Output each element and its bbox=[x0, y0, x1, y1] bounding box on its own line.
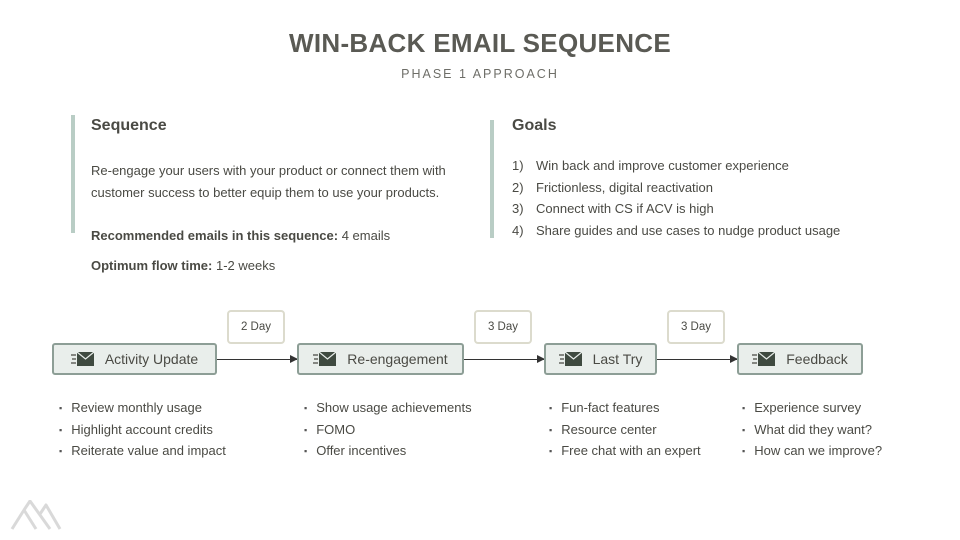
envelope-icon bbox=[313, 351, 337, 367]
goal-text: Share guides and use cases to nudge product usage bbox=[536, 222, 841, 238]
envelope-icon bbox=[71, 351, 95, 367]
step-bullets-re-engagement bbox=[304, 397, 472, 462]
step-label: Feedback bbox=[786, 351, 848, 367]
recommended-emails-value: 4 emails bbox=[341, 228, 391, 243]
step-label: Activity Update bbox=[104, 351, 199, 367]
recommended-emails-line bbox=[91, 228, 390, 243]
goal-number: 4) bbox=[512, 222, 524, 238]
list-item: ▪ Review monthly usage bbox=[59, 397, 226, 419]
goal-item bbox=[512, 155, 840, 177]
page-title: WIN-BACK EMAIL SEQUENCE bbox=[289, 28, 671, 58]
envelope-icon bbox=[559, 351, 583, 367]
page-subtitle: PHASE 1 APPROACH bbox=[401, 67, 559, 81]
step-last-try[interactable] bbox=[544, 343, 657, 375]
delay-badge: 3 Day bbox=[474, 310, 532, 344]
goal-number: 1) bbox=[512, 158, 524, 173]
step-label: Last Try bbox=[592, 351, 643, 367]
list-item: ▪ FOMO bbox=[304, 419, 472, 441]
list-item: ▪ What did they want? bbox=[742, 419, 882, 441]
step-bullets-last-try bbox=[549, 397, 701, 462]
delay-badge: 3 Day bbox=[667, 310, 725, 344]
goals-accent-bar bbox=[490, 120, 494, 238]
step-bullets-feedback bbox=[742, 397, 882, 462]
step-feedback[interactable] bbox=[737, 343, 863, 375]
list-item: ▪ Offer incentives bbox=[304, 440, 472, 462]
list-item: ▪ Highlight account credits bbox=[59, 419, 226, 441]
envelope-icon bbox=[752, 351, 776, 367]
goal-text: Win back and improve customer experience bbox=[536, 158, 789, 173]
goal-number: 3) bbox=[512, 201, 524, 216]
step-bullets-activity-update bbox=[59, 397, 226, 462]
goal-item bbox=[512, 198, 840, 220]
goal-item bbox=[512, 220, 840, 242]
list-item: ▪ Fun-fact features bbox=[549, 397, 701, 419]
flow-time-label: Optimum flow time: bbox=[91, 258, 213, 273]
list-item: ▪ Reiterate value and impact bbox=[59, 440, 226, 462]
list-item: ▪ Resource center bbox=[549, 419, 701, 441]
flow-time-value: 1-2 weeks bbox=[215, 258, 276, 273]
goal-text: Connect with CS if ACV is high bbox=[536, 201, 714, 216]
step-re-engagement[interactable] bbox=[297, 343, 464, 375]
flow-time-line bbox=[91, 258, 275, 273]
goal-number: 2) bbox=[512, 179, 524, 195]
list-item: ▪ Show usage achievements bbox=[304, 397, 472, 419]
sequence-accent-bar bbox=[71, 115, 75, 233]
goal-item bbox=[512, 177, 840, 199]
sequence-heading: Sequence bbox=[91, 117, 167, 134]
flow-arrow bbox=[463, 359, 544, 360]
sequence-description: Re-engage your users with your product or connect them with customer success to better equip them to use your products. bbox=[91, 163, 446, 200]
recommended-emails-label: Recommended emails in this sequence: bbox=[91, 228, 339, 243]
goals-list bbox=[512, 155, 840, 241]
flow-arrow bbox=[217, 359, 297, 360]
step-activity-update[interactable] bbox=[52, 343, 217, 375]
goal-text: Frictionless, digital reactivation bbox=[536, 179, 714, 195]
brand-logo-icon bbox=[10, 500, 62, 535]
flow-arrow bbox=[656, 359, 737, 360]
list-item: ▪ How can we improve? bbox=[742, 440, 882, 462]
step-label: Re-engagement bbox=[347, 351, 448, 367]
list-item: ▪ Free chat with an expert bbox=[549, 440, 701, 462]
goals-heading: Goals bbox=[512, 117, 557, 134]
list-item: ▪ Experience survey bbox=[742, 397, 882, 419]
delay-badge: 2 Day bbox=[227, 310, 285, 344]
